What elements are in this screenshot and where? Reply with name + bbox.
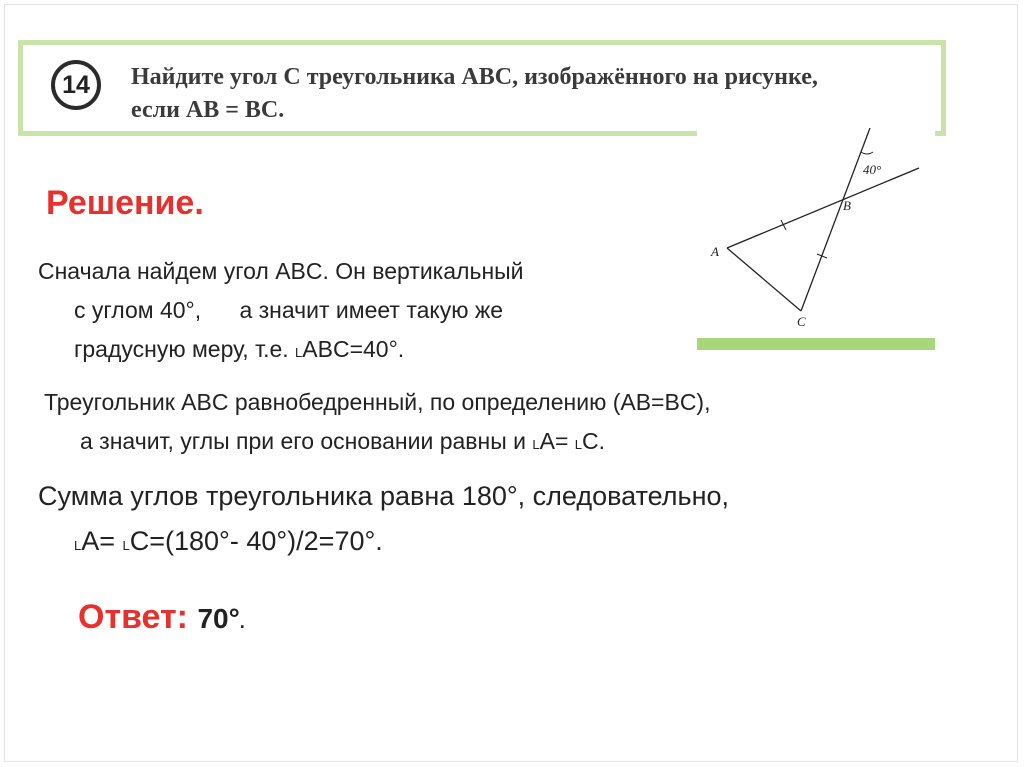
angle-symbol: L <box>122 538 130 553</box>
p1-line-1: Сначала найдем угол ABC. Он вертикальный <box>38 258 524 284</box>
vertex-c-label: C <box>797 314 806 329</box>
p1-line-3-angle: ABC=40°. <box>302 336 405 362</box>
p3-line-2 <box>38 519 938 568</box>
vertex-b-label: B <box>843 198 851 213</box>
answer-line <box>78 598 245 637</box>
p1-line-3 <box>38 330 648 372</box>
angle-symbol: L <box>295 345 303 360</box>
task-box <box>18 40 946 136</box>
task-line-2: если AB = BC. <box>131 97 285 123</box>
task-line-1: Найдите угол C треугольника ABC, изображённого на рисунке, <box>131 64 818 90</box>
p1-line-3-text: градусную меру, т.е. <box>74 336 296 362</box>
angle-40-label: 40° <box>863 162 882 177</box>
solution-paragraph-2 <box>44 383 904 464</box>
answer-value: 70° <box>197 603 240 634</box>
p2-line-2 <box>44 422 904 464</box>
line-ab <box>727 168 919 248</box>
figure-accent-bar <box>697 338 935 350</box>
task-statement <box>131 61 931 127</box>
p2-angle-a: A= <box>539 428 575 454</box>
answer-dot: . <box>239 612 245 632</box>
angle-symbol: L <box>74 538 82 553</box>
solution-paragraph-1 <box>38 252 648 372</box>
angle-symbol: L <box>574 437 583 452</box>
task-number-badge: 14 <box>51 60 101 110</box>
triangle-figure <box>697 128 935 338</box>
p2-line-1: Треугольник ABC равнобедренный, по определению (AB=BC), <box>44 389 711 415</box>
answer-label: Ответ: <box>78 598 198 636</box>
angle-symbol: L <box>532 437 540 452</box>
p1-line-2: с углом 40°, а значит имеет такую же <box>74 297 504 323</box>
line-cb <box>801 128 870 311</box>
p3-line-1: Сумма углов треугольника равна 180°, следовательно, <box>38 481 730 511</box>
solution-paragraph-3 <box>38 474 938 568</box>
vertex-a-label: A <box>711 244 719 259</box>
solution-heading: Решение. <box>46 184 204 222</box>
side-ac <box>727 248 801 311</box>
p3-angle-c: C=(180°- 40°)/2=70°. <box>129 526 383 556</box>
triangle-diagram <box>697 128 935 338</box>
p2-line-2-text: а значит, углы при его основании равны и <box>80 428 533 454</box>
p2-angle-c: C. <box>582 428 606 454</box>
p3-angle-a: A= <box>81 526 123 556</box>
angle-arc <box>861 152 873 154</box>
